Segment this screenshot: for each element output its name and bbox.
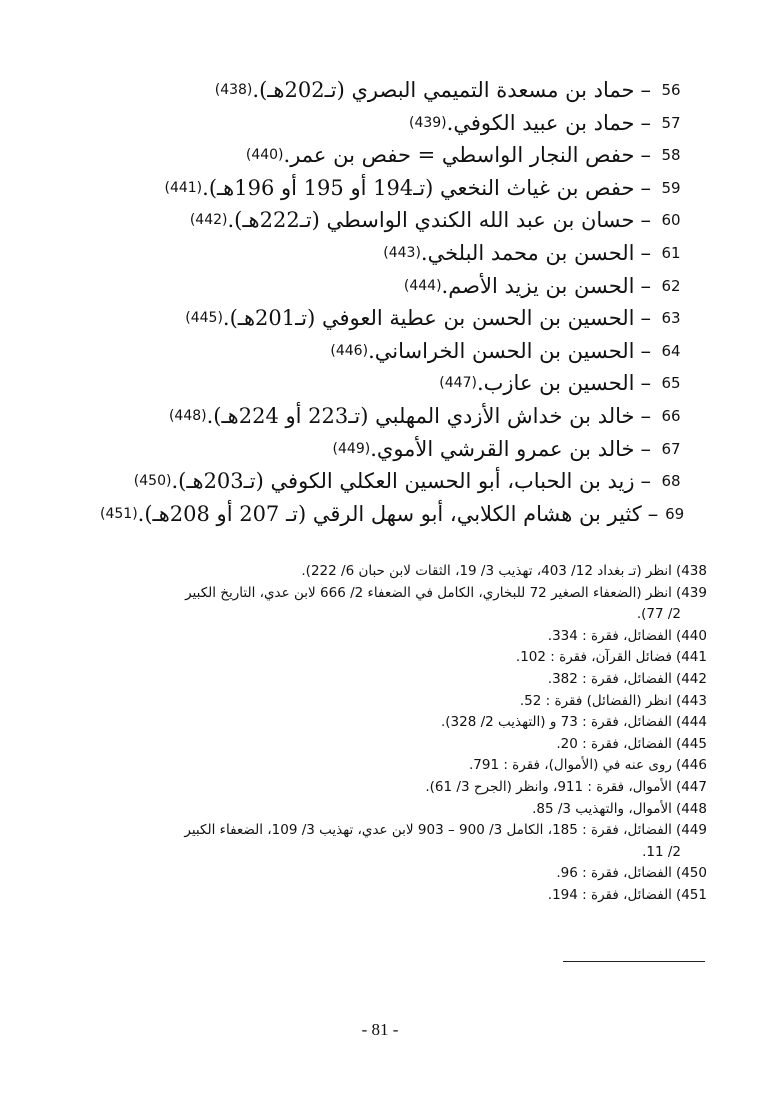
- footnote-443: [84, 691, 707, 713]
- entry-number: 59: [661, 178, 681, 197]
- entry-text: الحسين بن الحسن الخراساني.: [368, 338, 635, 363]
- entry-footnote-ref: (438): [214, 82, 253, 98]
- entry-number: 60: [661, 211, 681, 230]
- footnote-text: انظر (الفضائل) فقرة : 52.: [519, 692, 672, 709]
- footnote-number: 438): [675, 563, 707, 579]
- entry-59: [100, 172, 685, 205]
- entry-58: [100, 139, 685, 172]
- entry-text: حماد بن عبيد الكوفي.: [446, 110, 635, 135]
- entry-dash: –: [640, 78, 651, 102]
- footnote-continuation: 2/ 77).: [636, 606, 681, 623]
- entry-number: 57: [661, 113, 681, 132]
- entry-footnote-ref: (447): [439, 375, 477, 392]
- entry-number: 67: [661, 439, 681, 458]
- entry-number: 64: [661, 341, 681, 360]
- entry-text: حفص النجار الواسطي = حفص بن عمر.: [283, 143, 635, 168]
- entry-dash: –: [647, 501, 659, 526]
- entry-footnote-ref: (443): [383, 244, 421, 261]
- footnote-number: 449): [675, 822, 707, 839]
- entry-dash: –: [640, 371, 651, 396]
- entry-66: [100, 400, 685, 433]
- entry-dash: –: [640, 306, 651, 331]
- entry-footnote-ref: (446): [330, 342, 369, 359]
- footnote-447: [84, 777, 707, 799]
- footnote-449: [84, 820, 707, 842]
- footnotes: [84, 561, 707, 907]
- entry-67: [100, 433, 685, 466]
- entry-dash: –: [640, 469, 651, 494]
- footnote-440: [84, 626, 707, 648]
- footnote-text: الأموال، فقرة : 911، وانظر (الجرح 3/ 61).: [425, 778, 672, 795]
- entry-number: 66: [661, 406, 681, 425]
- footnote-450: [84, 863, 707, 885]
- footnote-text: الفضائل، فقرة : 185، الكامل 3/ 900 – 903 لابن عدي، تهذيب 3/ 109، الضعفاء الكبير: [184, 822, 672, 839]
- entry-footnote-ref: (450): [133, 473, 172, 490]
- entry-footnote-ref: (445): [185, 310, 223, 327]
- entry-number: 69: [665, 504, 685, 523]
- footnote-continuation: 2/ 11.: [642, 843, 681, 860]
- entry-number: 58: [661, 146, 681, 165]
- entry-dash: –: [640, 110, 651, 135]
- entry-text: حفص بن غياث النخعي (تـ194 أو 195 أو 196هـ).: [202, 175, 635, 200]
- footnote-number: 443): [675, 692, 707, 709]
- footnote-number: 451): [675, 886, 707, 903]
- entry-number: 63: [661, 309, 681, 328]
- entry-56: [100, 74, 685, 107]
- entry-65: [100, 367, 685, 400]
- footnote-439: [84, 583, 707, 605]
- footnote-number: 439): [675, 584, 707, 601]
- footnote-text: الفضائل، فقرة : 334.: [547, 627, 672, 644]
- entry-64: [100, 335, 685, 368]
- footnote-text: الفضائل، فقرة : 96.: [556, 865, 672, 882]
- entry-text: حماد بن مسعدة التميمي البصري (تـ202هـ).: [252, 78, 635, 102]
- entry-dash: –: [640, 338, 651, 363]
- entry-dash: –: [640, 175, 651, 200]
- entry-text: الحسن بن محمد البلخي.: [420, 240, 635, 265]
- entry-63: [100, 302, 685, 335]
- footnote-445: [84, 734, 707, 756]
- footnote-number: 447): [675, 778, 707, 795]
- footnote-text: الفضائل، فقرة : 73 و (التهذيب 2/ 328).: [440, 714, 672, 731]
- footnote-text: الأموال، والتهذيب 3/ 85.: [532, 800, 672, 817]
- entry-footnote-ref: (449): [332, 440, 371, 457]
- footnote-444: [84, 712, 707, 734]
- entry-number: 65: [661, 374, 681, 393]
- entry-text: كثير بن هشام الكلابي، أبو سهل الرقي (تـ 207 أو 208هـ).: [137, 501, 642, 526]
- footnote-441: [84, 647, 707, 669]
- footnote-number: 444): [675, 714, 707, 731]
- entry-text: الحسين بن عازب.: [476, 371, 635, 396]
- page-number: - 81 -: [361, 1020, 399, 1039]
- entry-footnote-ref: (441): [164, 179, 203, 196]
- footnote-number: 448): [675, 800, 707, 817]
- footnote-separator: [563, 961, 705, 962]
- entry-text: الحسن بن يزيد الأصم.: [441, 273, 635, 298]
- entry-number: 56: [661, 81, 681, 99]
- footnote-446: [84, 755, 707, 777]
- entry-footnote-ref: (439): [408, 114, 447, 131]
- footnote-number: 445): [675, 735, 707, 752]
- entry-footnote-ref: (444): [403, 277, 442, 294]
- footnote-text: الفضائل، فقرة : 194.: [547, 886, 672, 903]
- entry-text: الحسين بن الحسن بن عطية العوفي (تـ201هـ).: [222, 306, 635, 331]
- footnote-text: الفضائل، فقرة : 20.: [556, 735, 672, 752]
- entry-60: [100, 204, 685, 237]
- footnote-text: انظر (تـ بغداد 12/ 403، تهذيب 3/ 19، الثقات لابن حبان 6/ 222).: [301, 563, 672, 579]
- entry-62: [100, 270, 685, 303]
- entry-number: 61: [661, 243, 681, 262]
- footnote-451: [84, 885, 707, 907]
- entry-footnote-ref: (442): [189, 212, 228, 229]
- footnote-number: 450): [675, 865, 707, 882]
- entry-text: خالد بن عمرو القرشي الأموي.: [370, 436, 635, 461]
- entry-dash: –: [640, 436, 651, 461]
- narrator-list: [100, 74, 685, 530]
- entry-footnote-ref: (440): [245, 147, 284, 164]
- entry-dash: –: [640, 273, 651, 298]
- footnote-text: فضائل القرآن، فقرة : 102.: [515, 649, 672, 666]
- entry-68: [100, 465, 685, 498]
- entry-dash: –: [640, 143, 651, 168]
- entry-dash: –: [640, 208, 651, 233]
- entry-text: حسان بن عبد الله الكندي الواسطي (تـ222هـ).: [227, 208, 635, 233]
- entry-57: [100, 107, 685, 140]
- entry-number: 62: [661, 276, 681, 295]
- footnote-438: [84, 561, 707, 583]
- footnote-number: 440): [675, 627, 707, 644]
- entry-61: [100, 237, 685, 270]
- entry-dash: –: [640, 403, 651, 428]
- footnote-number: 441): [675, 649, 707, 666]
- footnote-number: 446): [675, 757, 707, 774]
- footnote-442: [84, 669, 707, 691]
- entry-text: زيد بن الحباب، أبو الحسين العكلي الكوفي (تـ203هـ).: [171, 469, 635, 494]
- entry-dash: –: [640, 240, 651, 265]
- entry-number: 68: [661, 472, 681, 491]
- footnote-number: 442): [675, 670, 707, 687]
- footnote-text: انظر (الضعفاء الصغير 72 للبخاري، الكامل في الضعفاء 2/ 666 لابن عدي، التاريخ الكبير: [185, 584, 672, 601]
- entry-text: خالد بن خداش الأزدي المهلبي (تـ223 أو 224هـ).: [206, 403, 635, 428]
- entry-footnote-ref: (448): [168, 407, 207, 424]
- footnote-text: الفضائل، فقرة : 382.: [547, 670, 672, 687]
- footnote-448: [84, 799, 707, 821]
- entry-69: [100, 498, 685, 531]
- footnote-text: روى عنه في (الأموال)، فقرة : 791.: [468, 757, 672, 774]
- entry-footnote-ref: (451): [100, 505, 138, 522]
